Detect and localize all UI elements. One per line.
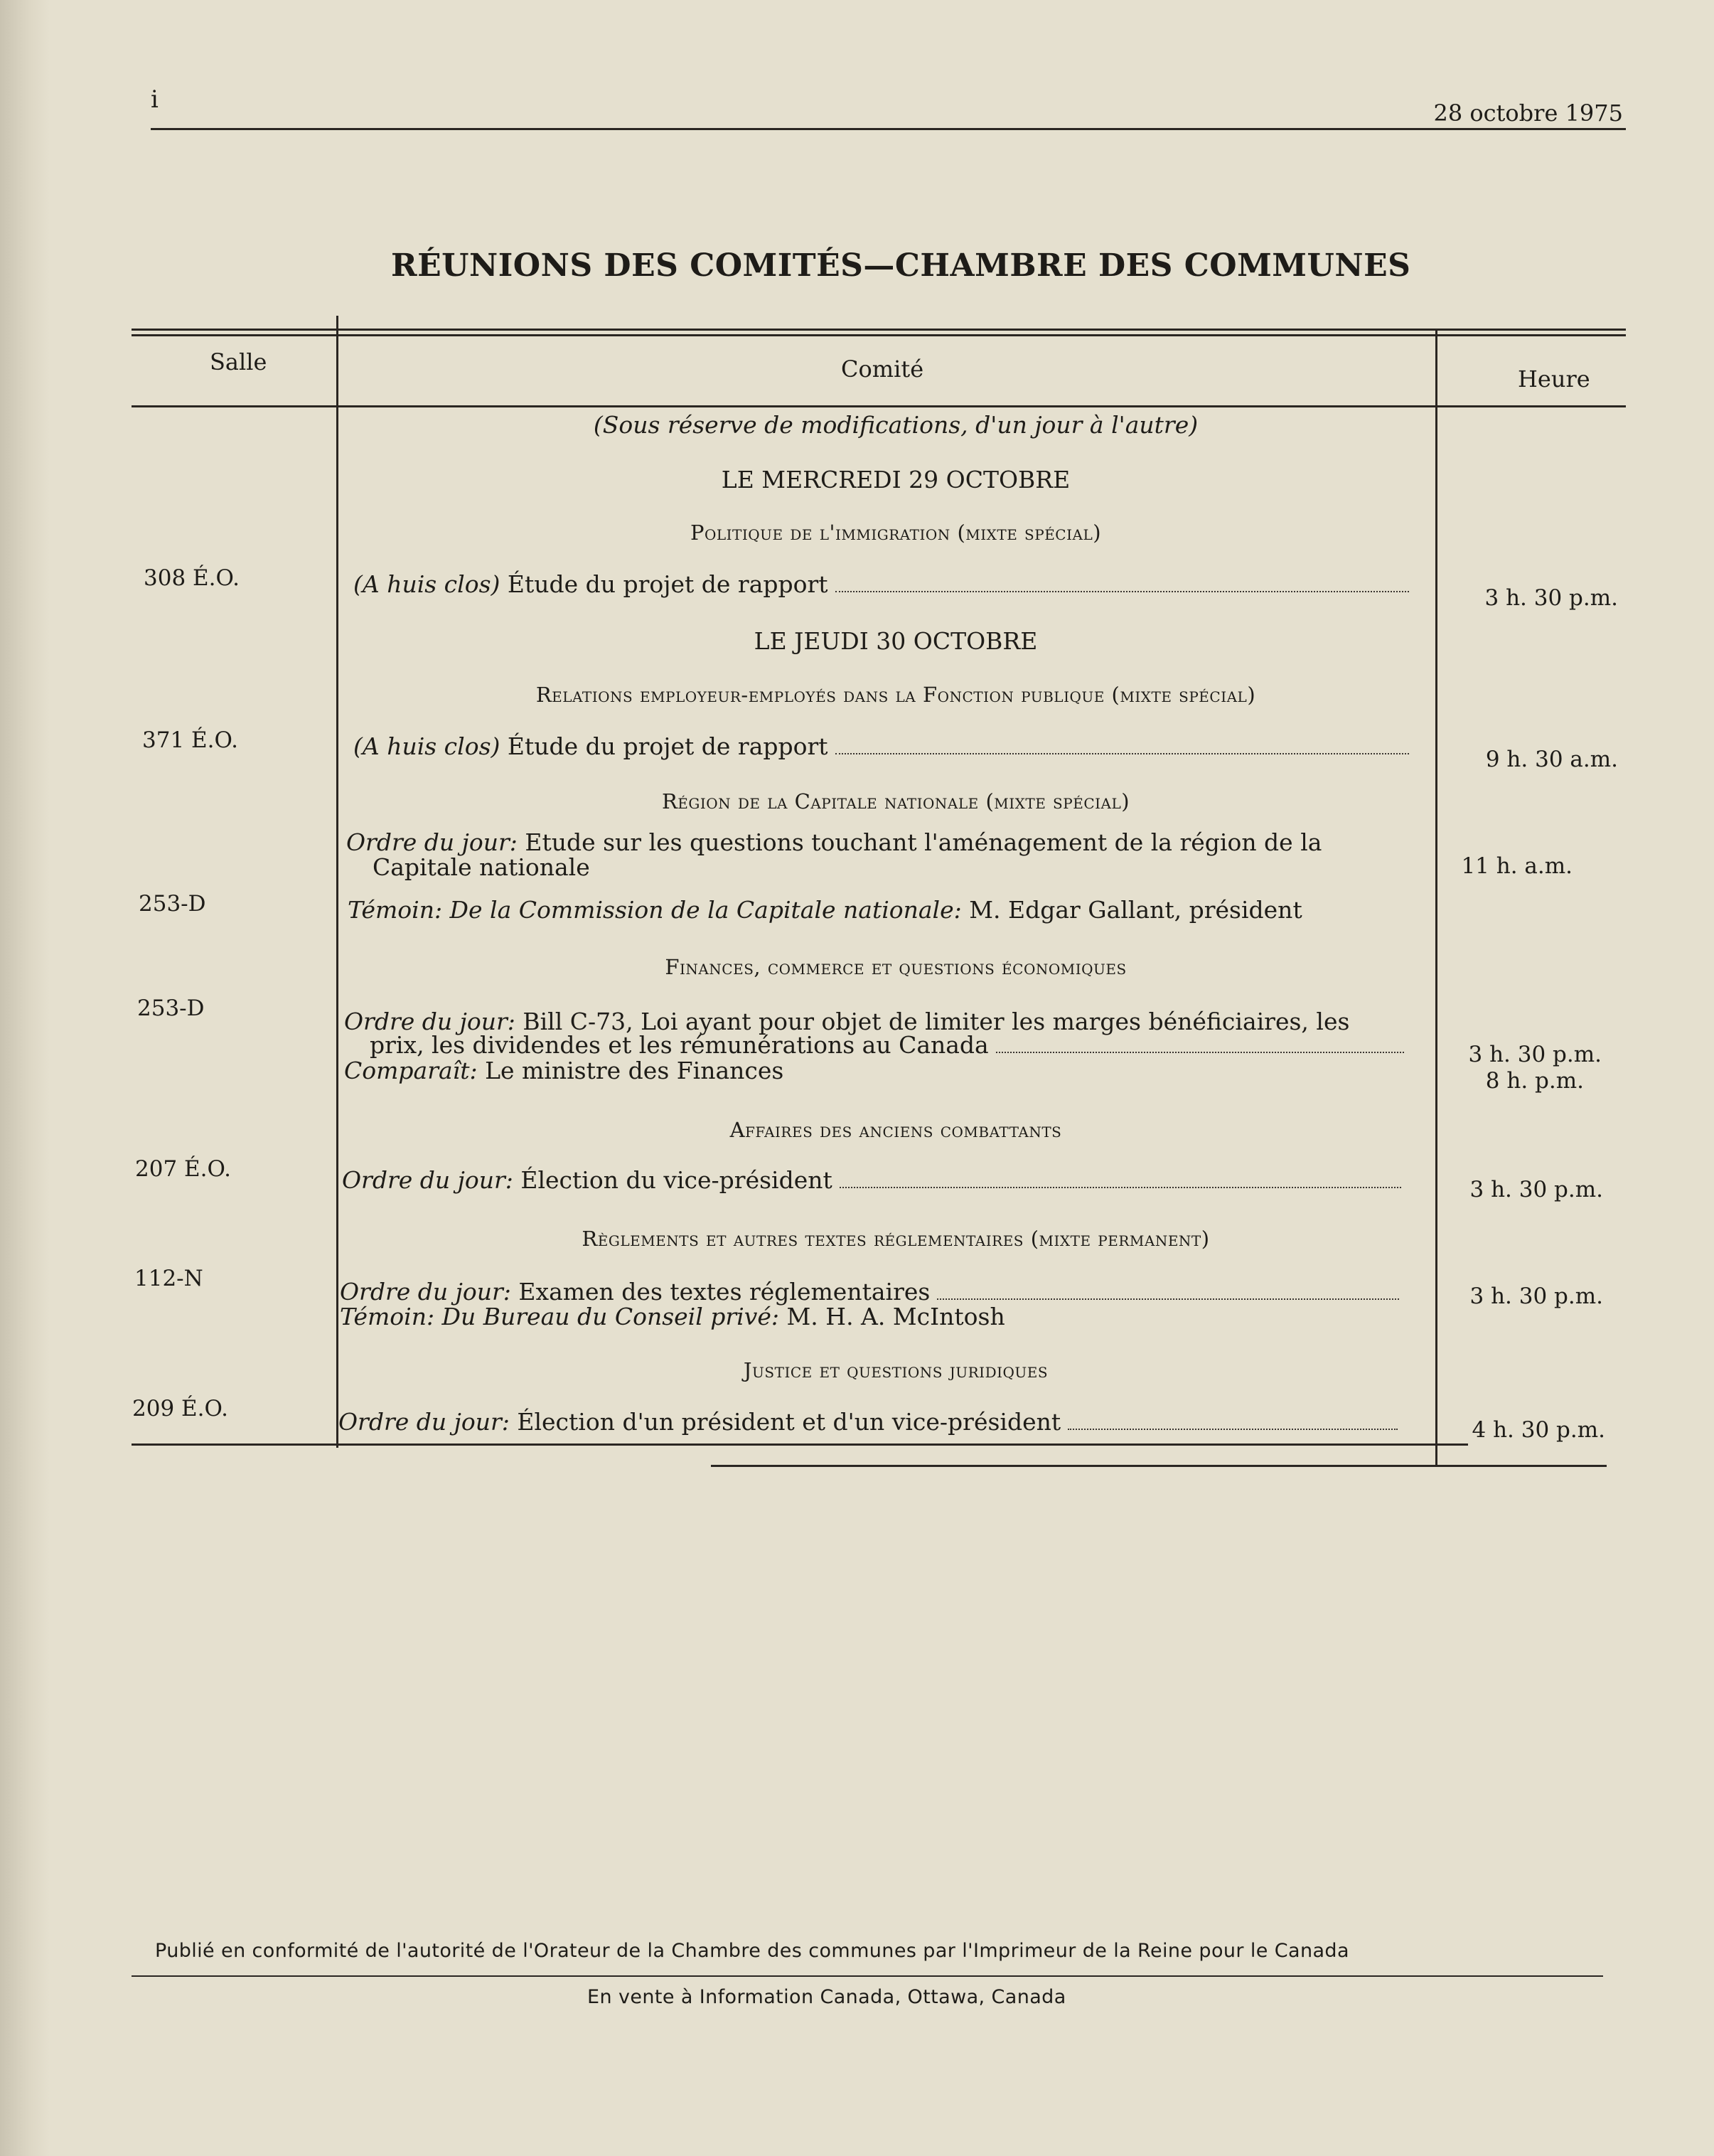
appearance-label: Comparaît:	[344, 1057, 478, 1084]
footer-rule	[132, 1975, 1603, 1977]
page-title: RÉUNIONS DES COMITÉS—CHAMBRE DES COMMUNES	[391, 247, 1411, 284]
room-253-d-capitale: 253-D	[139, 891, 206, 917]
agenda-text: Étude du projet de rapport	[500, 732, 828, 760]
committee-heading-justice: Justice et questions juridiques	[743, 1358, 1049, 1382]
dot-leader	[840, 1187, 1401, 1188]
hour-finances-1: 3 h. 30 p.m.	[1468, 1042, 1602, 1067]
committee-heading-fonction-publique: Relations employeur-employés dans la Fonction publique (mixte spécial)	[535, 683, 1256, 707]
page-edge	[0, 0, 50, 2156]
col-header-heure: Heure	[1518, 365, 1590, 393]
table-top-rule	[132, 329, 1626, 331]
dot-leader	[835, 753, 1409, 754]
witness-label: Témoin: De la Commission de la Capitale nationale:	[348, 896, 962, 924]
committee-heading-capitale: Région de la Capitale nationale (mixte spécial)	[661, 789, 1130, 813]
agenda-text: Bill C-73, Loi ayant pour objet de limiter les marges bénéficiaires, les	[515, 1008, 1350, 1035]
dot-leader	[996, 1052, 1404, 1053]
schedule-note: (Sous réserve de modifications, d'un jour à l'autre)	[593, 411, 1199, 439]
col-header-salle: Salle	[210, 348, 267, 375]
agenda-line-capitale-1	[346, 828, 1322, 856]
witness-line-capitale	[348, 896, 1302, 924]
table-top-rule-2	[132, 334, 1626, 336]
room-371: 371 É.O.	[142, 727, 238, 753]
witness-text: M. Edgar Gallant, président	[961, 896, 1302, 924]
room-308: 308 É.O.	[144, 565, 240, 591]
committee-heading-anciens-combattants: Affaires des anciens combattants	[729, 1118, 1062, 1142]
agenda-item-fonction-publique	[353, 732, 1409, 760]
dot-leader	[937, 1298, 1399, 1300]
hour-finances-2: 8 h. p.m.	[1485, 1068, 1584, 1094]
hour-justice: 4 h. 30 p.m.	[1472, 1417, 1605, 1443]
footer-publication-line: Publié en conformité de l'autorité de l'Orateur de la Chambre des communes par l'Imprimeur de la Reine pour le Canada	[155, 1940, 1349, 1962]
witness-label: Témoin: Du Bureau du Conseil privé:	[340, 1303, 780, 1330]
committee-heading-immigration: Politique de l'immigration (mixte spécial)	[690, 521, 1102, 545]
appearance-line-finances	[344, 1057, 783, 1084]
hour-fonction-publique: 9 h. 30 a.m.	[1485, 747, 1618, 772]
witness-text: M. H. A. McIntosh	[779, 1303, 1005, 1330]
room-253-d-finances: 253-D	[137, 996, 205, 1021]
table-bottom-rule-right	[711, 1465, 1607, 1467]
agenda-item-immigration	[353, 570, 1409, 598]
agenda-label: Ordre du jour:	[344, 1008, 515, 1035]
room-112-n: 112-N	[134, 1266, 203, 1291]
agenda-item-reglements	[340, 1278, 1399, 1306]
header-bottom-rule	[132, 405, 1626, 407]
agenda-line-finances-2: prix, les dividendes et les rémunérations au Canada	[370, 1031, 1404, 1059]
header-rule	[151, 128, 1626, 130]
agenda-label: Ordre du jour:	[340, 1278, 511, 1306]
footer-sales-line: En vente à Information Canada, Ottawa, Canada	[587, 1986, 1066, 2008]
header-date: 28 octobre 1975	[1433, 100, 1623, 127]
witness-line-reglements	[340, 1303, 1005, 1330]
committee-heading-reglements: Règlements et autres textes réglementaires (mixte permanent)	[582, 1227, 1210, 1251]
page-marker: i	[151, 85, 159, 114]
hour-immigration: 3 h. 30 p.m.	[1484, 585, 1618, 611]
col-header-comite: Comité	[841, 356, 924, 383]
agenda-text: Élection d'un président et d'un vice-président	[509, 1408, 1061, 1436]
agenda-paren: (A huis clos)	[353, 732, 500, 760]
day-heading-thursday: LE JEUDI 30 OCTOBRE	[754, 627, 1038, 655]
dot-leader	[1068, 1429, 1398, 1430]
agenda-label: Ordre du jour:	[342, 1166, 513, 1194]
agenda-item-anciens-combattants	[342, 1166, 1401, 1194]
table-bottom-rule	[132, 1443, 1468, 1446]
agenda-text: Étude du projet de rapport	[500, 570, 828, 598]
agenda-line-capitale-2: Capitale nationale	[373, 853, 590, 881]
agenda-label: Ordre du jour:	[346, 828, 518, 856]
hour-capitale: 11 h. a.m.	[1461, 853, 1573, 879]
hour-anciens-combattants: 3 h. 30 p.m.	[1469, 1177, 1603, 1202]
agenda-label: Ordre du jour:	[338, 1408, 510, 1436]
room-207: 207 É.O.	[135, 1156, 231, 1182]
agenda-text: Examen des textes réglementaires	[510, 1278, 931, 1306]
agenda-paren: (A huis clos)	[353, 570, 500, 598]
agenda-text: Etude sur les questions touchant l'aménagement de la région de la	[517, 828, 1322, 856]
agenda-item-justice	[338, 1408, 1398, 1436]
hour-reglements: 3 h. 30 p.m.	[1469, 1284, 1603, 1309]
dot-leader	[835, 591, 1409, 592]
room-209: 209 É.O.	[132, 1396, 228, 1421]
committee-heading-finances: Finances, commerce et questions économiques	[665, 955, 1127, 979]
agenda-text: Élection du vice-président	[513, 1166, 832, 1194]
day-heading-wednesday: LE MERCREDI 29 OCTOBRE	[721, 466, 1071, 493]
appearance-text: Le ministre des Finances	[477, 1057, 784, 1084]
